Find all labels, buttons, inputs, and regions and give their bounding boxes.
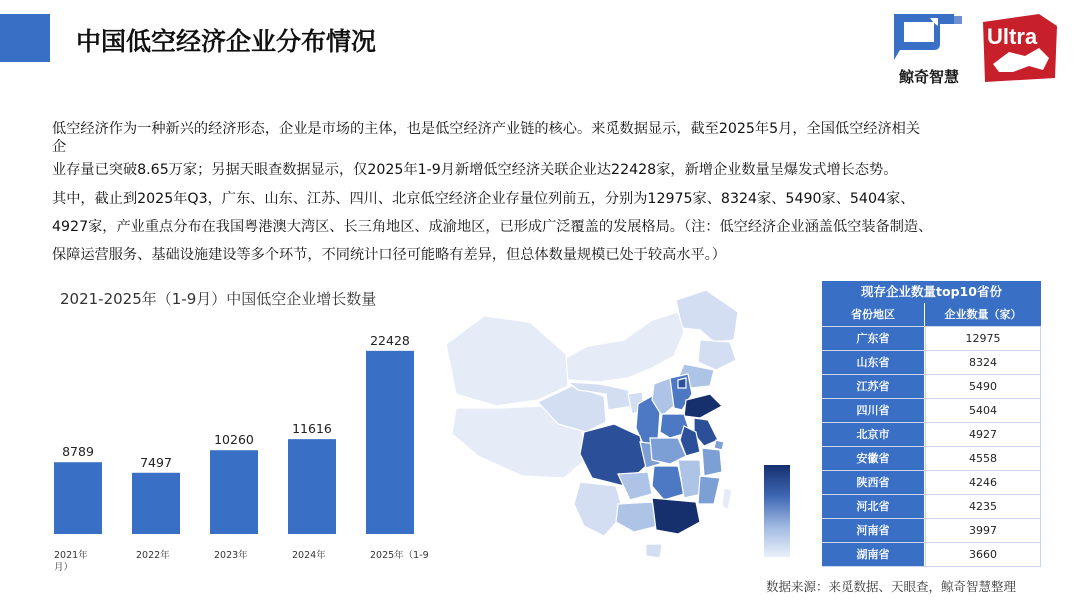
map-region-guangdong xyxy=(652,498,700,534)
paragraph-line-5: 4927家，产业重点分布在我国粤港澳大湾区、长三角地区、成渝地区，已形成广泛覆盖的发展格局。（注：低空经济企业涵盖低空装备制造、 xyxy=(52,219,933,235)
whale-logo xyxy=(888,10,970,88)
bar-value-label: 11616 xyxy=(292,421,332,437)
map-region-taiwan xyxy=(722,488,732,510)
table-cell-province: 北京市 xyxy=(822,423,925,446)
bar-value-label: 7497 xyxy=(140,454,172,470)
table-cell-province: 河南省 xyxy=(822,519,925,542)
table-cell-count: 4927 xyxy=(925,423,1041,446)
table-cell-province: 河北省 xyxy=(822,495,925,518)
table-cell-province: 山东省 xyxy=(822,351,925,374)
bar-value-label: 8789 xyxy=(62,444,94,460)
paragraph-line-6: 保障运营服务、基础设施建设等多个环节，不同统计口径可能略有差异，但总体数量规模已处于较高水平。） xyxy=(52,247,726,263)
table-title: 现存企业数量top10省份 xyxy=(822,281,1041,303)
table-row xyxy=(822,423,1041,447)
map-region-heilongjiang xyxy=(676,290,738,342)
table-cell-count: 3997 xyxy=(925,519,1041,542)
table-cell-province: 安徽省 xyxy=(822,447,925,470)
top10-table xyxy=(822,281,1041,567)
table-cell-count: 8324 xyxy=(925,351,1041,374)
map-region-guangxi xyxy=(616,502,658,532)
table-row xyxy=(822,399,1041,423)
table-cell-count: 12975 xyxy=(925,327,1041,350)
table-row xyxy=(822,519,1041,543)
bar-2 xyxy=(210,450,258,534)
table-cell-count: 4558 xyxy=(925,447,1041,470)
table-cell-count: 5490 xyxy=(925,375,1041,398)
table-row xyxy=(822,375,1041,399)
table-cell-count: 3660 xyxy=(925,543,1041,566)
table-row xyxy=(822,351,1041,375)
x-tick-label: 2023年 xyxy=(214,550,248,561)
table-cell-province: 江苏省 xyxy=(822,375,925,398)
table-cell-count: 4235 xyxy=(925,495,1041,518)
china-choropleth-map xyxy=(438,282,758,574)
map-region-zhejiang xyxy=(702,448,722,476)
bar-chart-title: 2021-2025年（1-9月）中国低空企业增长数量 xyxy=(60,290,377,308)
table-cell-count: 5404 xyxy=(925,399,1041,422)
map-region-shanghai xyxy=(714,440,724,450)
map-region-inner-mongolia xyxy=(558,312,684,382)
table-cell-province: 四川省 xyxy=(822,399,925,422)
bar-4 xyxy=(366,351,414,534)
whale-logo-icon xyxy=(888,10,970,66)
paragraph-line-4: 其中，截止到2025年Q3，广东、山东、江苏、四川、北京低空经济企业存量位列前五，分别为12975家、8324家、5490家、5404家、 xyxy=(52,191,915,207)
map-region-xinjiang xyxy=(446,316,568,406)
table-cell-province: 广东省 xyxy=(822,327,925,350)
bar-1 xyxy=(132,473,180,534)
page-title: 中国低空经济企业分布情况 xyxy=(76,27,377,56)
table-row xyxy=(822,327,1041,351)
table-row xyxy=(822,447,1041,471)
map-region-beijing xyxy=(678,378,686,388)
whale-logo-text: 鲸奇智慧 xyxy=(898,68,959,86)
paragraph-line-1: 低空经济作为一种新兴的经济形态，企业是市场的主体，也是低空经济产业链的核心。来觅数据显示，截至2025年5月，全国低空经济相关 xyxy=(52,121,921,137)
table-header-row xyxy=(822,303,1041,327)
map-region-jilin xyxy=(698,340,736,370)
table-row xyxy=(822,471,1041,495)
x-tick-label: 2021年 xyxy=(54,550,88,561)
x-tick-label: 2025年（1-9 xyxy=(370,550,429,561)
table-row xyxy=(822,543,1041,567)
bar-value-label: 22428 xyxy=(370,332,410,348)
paragraph-line-2: 企 xyxy=(52,139,67,155)
table-cell-count: 4246 xyxy=(925,471,1041,494)
ultra-logo xyxy=(979,12,1059,84)
map-legend-gradient xyxy=(764,465,790,557)
bar-0 xyxy=(54,462,102,534)
table-col-province: 省份地区 xyxy=(822,303,925,326)
map-region-hainan xyxy=(646,544,662,558)
x-tick-label: 2022年 xyxy=(136,550,170,561)
data-source-note: 数据来源：来觅数据、天眼查，鲸奇智慧整理 xyxy=(766,579,1017,594)
table-cell-province: 湖南省 xyxy=(822,543,925,566)
map-region-guizhou xyxy=(618,472,652,500)
bar-3 xyxy=(288,439,336,534)
x-tick-label: 2024年 xyxy=(292,550,326,561)
map-region-yunnan xyxy=(574,482,624,536)
table-row xyxy=(822,495,1041,519)
bar-value-label: 10260 xyxy=(214,432,254,448)
map-region-fujian xyxy=(698,476,720,504)
title-accent-bar xyxy=(0,14,50,62)
bar-chart xyxy=(40,316,440,578)
paragraph-line-3: 业存量已突破8.65万家；另据天眼查数据显示，仅2025年1-9月新增低空经济关联企业达22428家，新增企业数量呈爆发式增长态势。 xyxy=(52,162,898,178)
table-cell-province: 陕西省 xyxy=(822,471,925,494)
table-col-count: 企业数量（家） xyxy=(925,303,1041,326)
x-tick-label: 月） xyxy=(54,562,74,573)
ultra-logo-text: Ultra xyxy=(987,24,1038,49)
